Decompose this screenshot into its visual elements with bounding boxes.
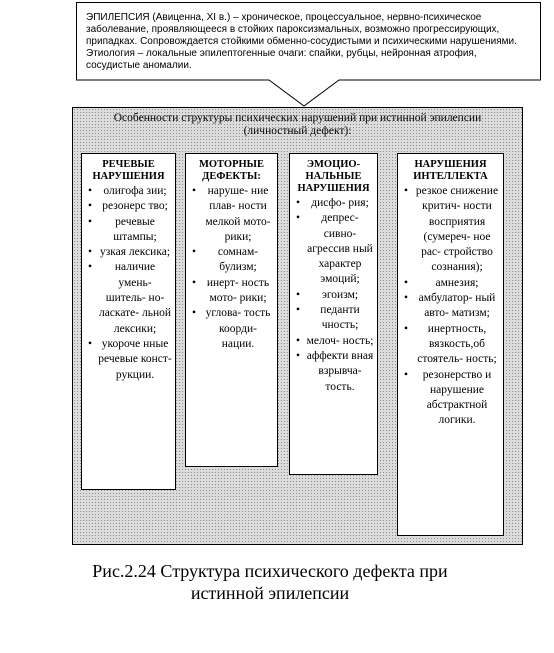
list-item: • амнезия; — [398, 276, 503, 291]
column-title: НАРУШЕНИЯ ИНТЕЛЛЕКТА — [413, 159, 488, 182]
list-item: • наличие умень- шитель- но- ласкате- льной лексики; — [82, 260, 175, 336]
list-item: • резкое снижение критич- ности восприятия (сумереч- ное рас- стройство сознания); — [398, 184, 503, 276]
column-intellect — [397, 153, 504, 536]
list-item: • аффекти вная взрывча- тость. — [290, 349, 377, 395]
list-item: • резонерство и нарушение абстрактной логики. — [398, 368, 503, 429]
list-item: • педанти чность; — [290, 303, 377, 334]
list-item: • резонерс тво; — [82, 199, 175, 214]
list-item: • углова- тость коорди- нации. — [186, 306, 277, 352]
column-title: РЕЧЕВЫЕ НАРУШЕНИЯ — [92, 159, 165, 182]
list-item: • инертность, вязкость,об стоятель- ность; — [398, 322, 503, 368]
column-motor — [185, 153, 278, 467]
frame-title-line2: (личностный дефект): — [243, 125, 352, 137]
list-item: • речевые штампы; — [82, 215, 175, 246]
list-item: • узкая лексика; — [82, 245, 175, 260]
list-item: • дисфо- рия; — [290, 196, 377, 211]
column-title: ЭМОЦИО- НАЛЬНЫЕ НАРУШЕНИЯ — [297, 159, 370, 194]
caption-line2: истинной эпилепсии — [190, 583, 350, 603]
list-item: • депрес- сивно- агрессив ный характер эмоций; — [290, 211, 377, 287]
list-item: • сомнам- булизм; — [186, 245, 277, 276]
list-item: • мелоч- ность; — [290, 334, 377, 349]
list-item: • амбулатор- ный авто- матизм; — [398, 291, 503, 322]
column-emotional — [289, 153, 378, 475]
column-speech — [81, 153, 176, 490]
figure-caption — [60, 560, 480, 604]
list-item: • укороче нные речевые конст- рукции. — [82, 337, 175, 383]
list-item: • олигофа зии; — [82, 184, 175, 199]
caption-line1: Рис.2.24 Структура психического дефекта при — [92, 561, 448, 581]
list-item: • наруше- ние плав- ности мелкой мото- рики; — [186, 184, 277, 245]
list-item: • инерт- ность мото- рики; — [186, 276, 277, 307]
frame-title-line1: Особенности структуры психических нарушений при истинной эпилепсии — [113, 112, 482, 124]
frame-title — [73, 112, 522, 138]
list-item: • эгоизм; — [290, 288, 377, 303]
structure-frame — [72, 107, 523, 545]
definition-text: ЭПИЛЕПСИЯ (Авиценна, XI в.) – хроническое, процессуальное, нервно-психическое заболевание, проявляющееся в стойких пароксизмальных, возможно прогрессирующих, припадках. Сопровождается стойкими обменно-сосудистыми и психическими нарушениями. Этиология – локальные эпилептогенные очаги: спайки, рубцы, нейронная атрофия, сосудистые аномалии. — [86, 12, 517, 71]
column-title: МОТОРНЫЕ ДЕФЕКТЫ: — [198, 159, 264, 182]
definition-callout — [76, 2, 541, 82]
